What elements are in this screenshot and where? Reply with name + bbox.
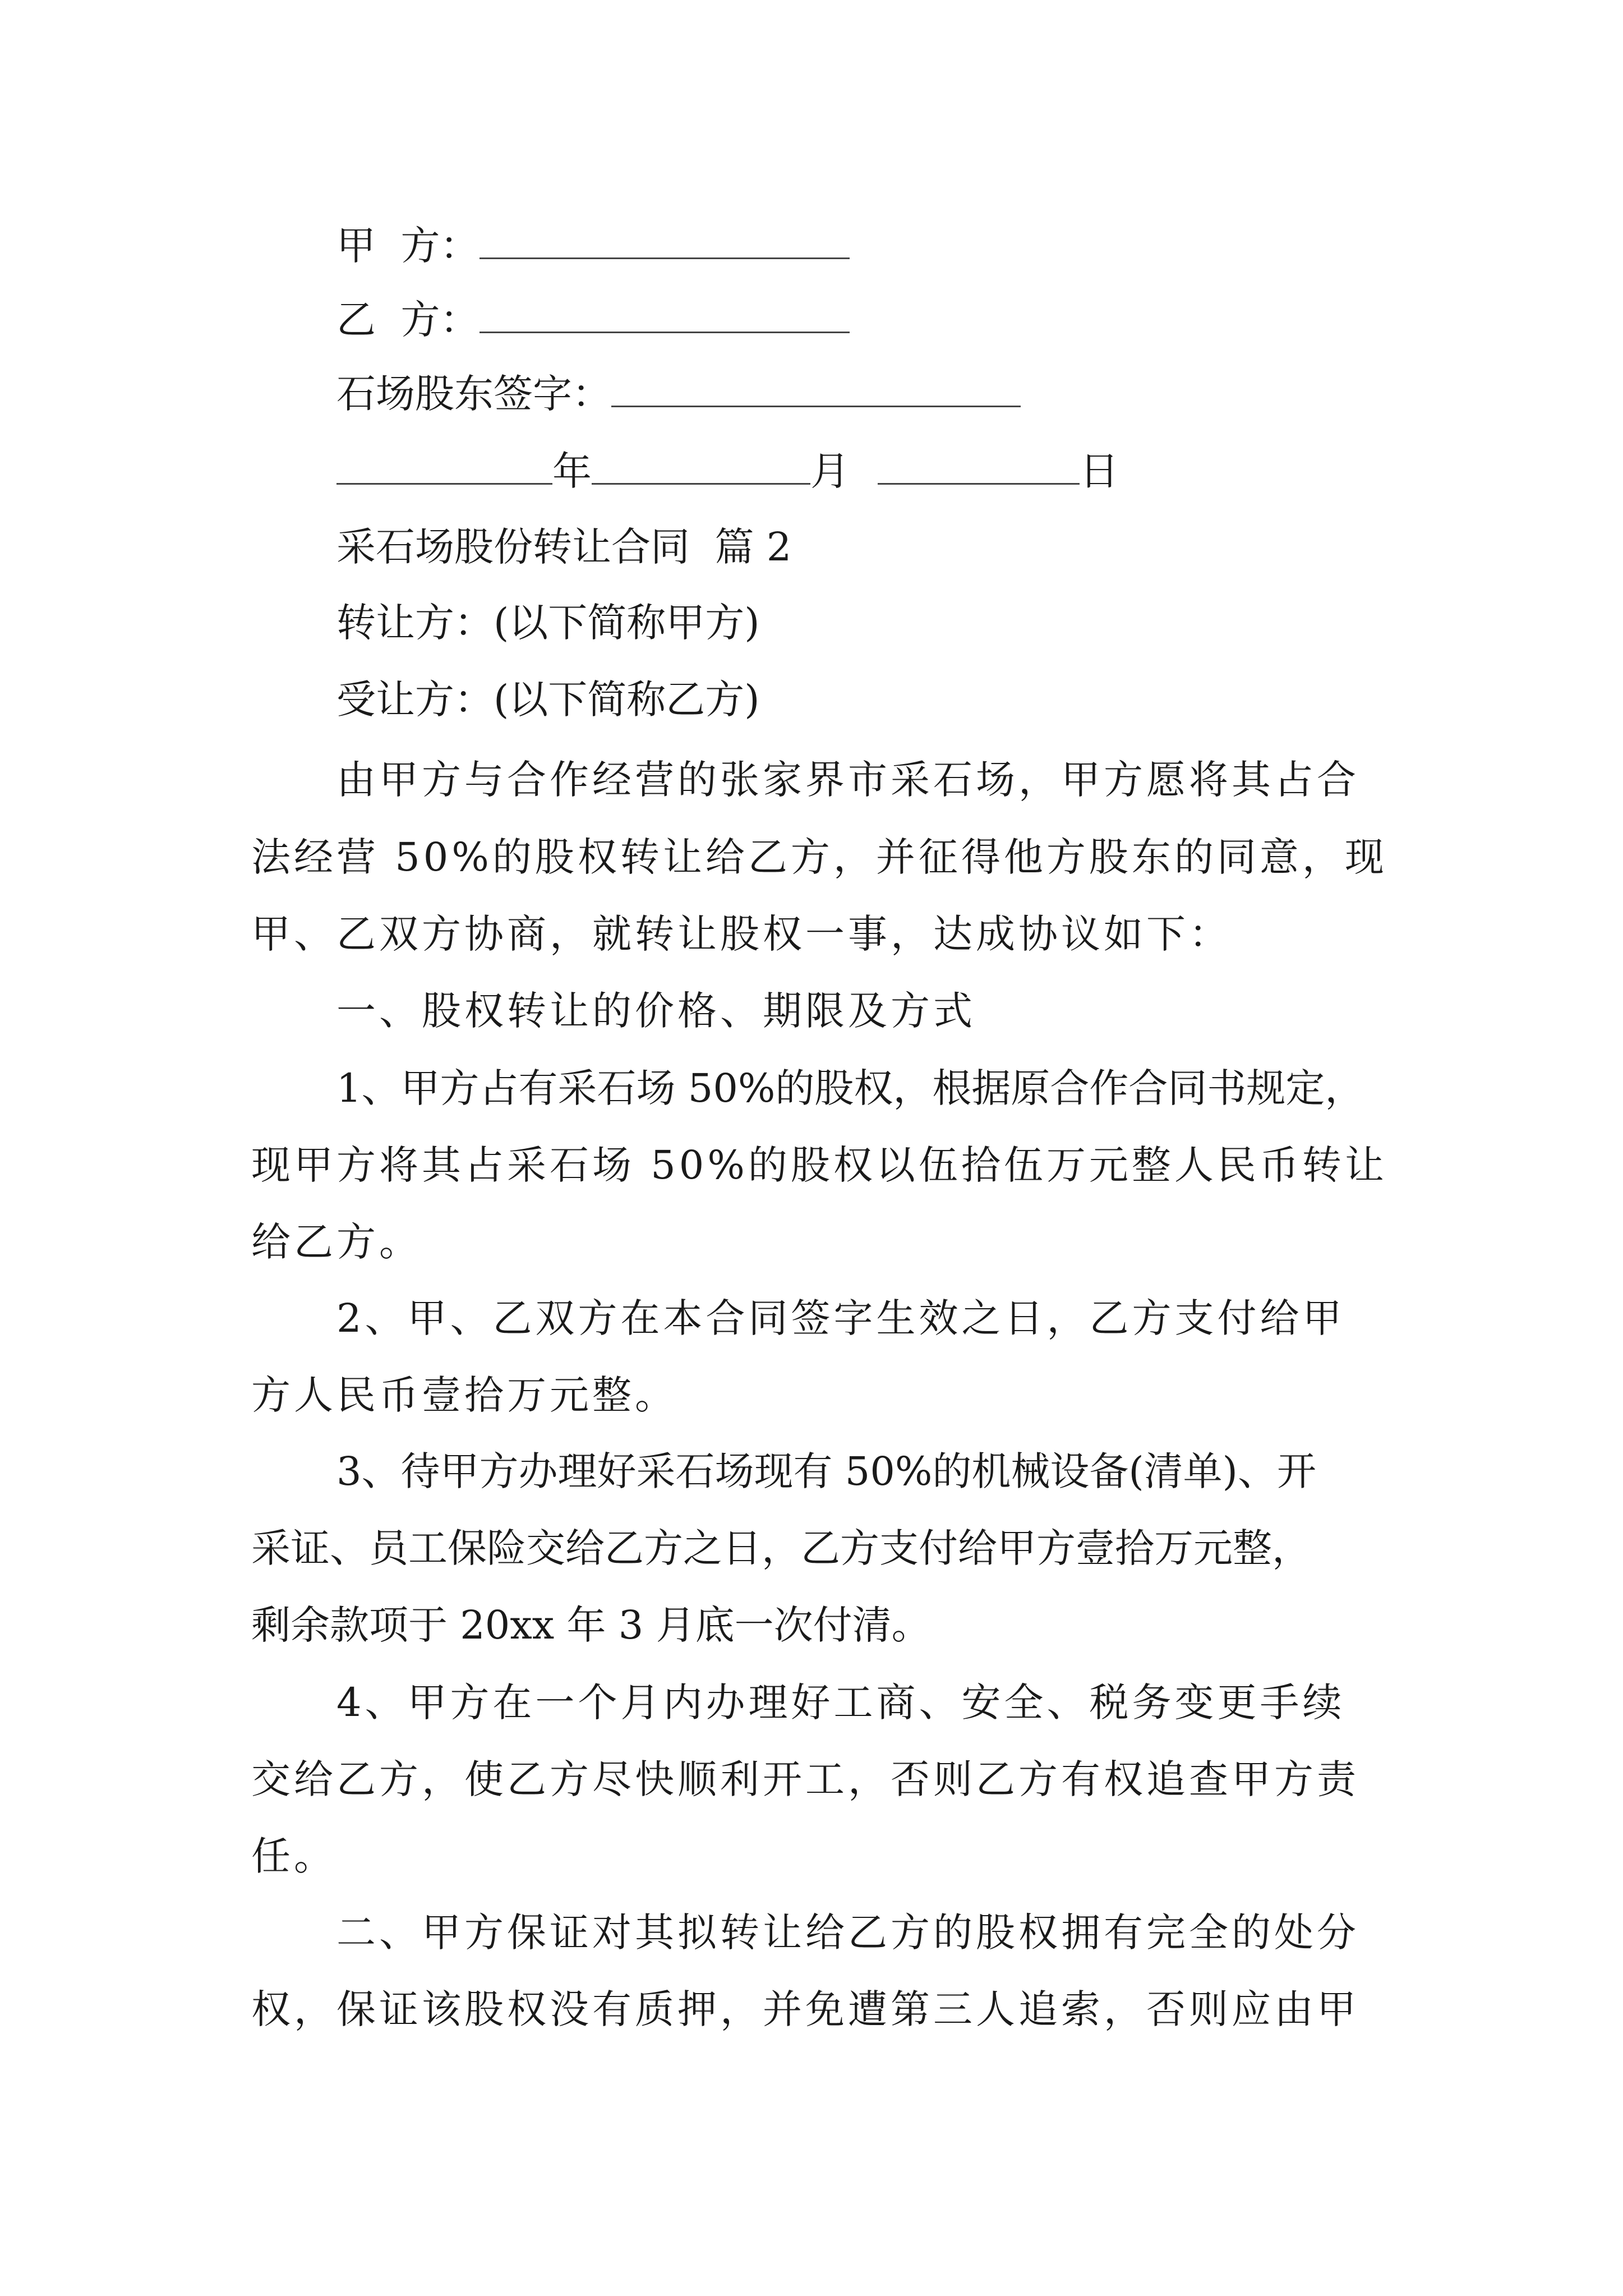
item4-line-1: 4、甲方在一个月内办理好工商、安全、税务变更手续 [336, 1680, 1345, 1726]
item3-line-3: 剩余款项于 20xx 年 3 月底一次付清。 [251, 1602, 931, 1648]
item1-line-3: 给乙方。 [251, 1219, 422, 1265]
item3-line-2: 采证、员工保险交给乙方之日，乙方支付给甲方壹拾万元整， [251, 1525, 1311, 1571]
item3-line-1: 3、待甲方办理好采石场现有 50%的机械设备(清单)、开 [336, 1448, 1316, 1494]
item4-line-3: 任。 [251, 1833, 336, 1879]
intro-line-1: 由甲方与合作经营的张家界市采石场，甲方愿将其占合 [336, 757, 1359, 803]
item2-line-2: 方人民币壹拾万元整。 [251, 1372, 677, 1418]
item1-line-2: 现甲方将其占采石场 50%的股权以伍拾伍万元整人民币转让 [251, 1142, 1387, 1188]
day-blank [878, 446, 1080, 485]
shareholder-signature-line [336, 366, 1021, 422]
intro-line-3: 甲、乙双方协商，就转让股权一事，达成协议如下： [251, 911, 1232, 957]
day-label: 日 [1080, 448, 1119, 494]
clause2-line-1: 二、甲方保证对其拟转让给乙方的股权拥有完全的处分 [336, 1910, 1359, 1955]
intro-line-2: 法经营 50%的股权转让给乙方，并征得他方股东的同意，现 [251, 834, 1387, 880]
year-label: 年 [552, 448, 592, 494]
item2-line-1: 2、甲、乙双方在本合同签字生效之日，乙方支付给甲 [336, 1295, 1345, 1341]
party-a-blank [479, 220, 850, 259]
year-blank [336, 446, 552, 485]
party-b-label: 乙 方： [336, 297, 479, 343]
transferor-line: 转让方：(以下简称甲方) [336, 600, 760, 646]
party-a-label: 甲 方： [336, 223, 479, 269]
month-label: 月 [810, 448, 850, 494]
clause1-heading: 一、股权转让的价格、期限及方式 [336, 988, 976, 1034]
item1-line-1: 1、甲方占有采石场 50%的股权，根据原合作合同书规定， [336, 1065, 1364, 1111]
shareholder-blank [611, 369, 1021, 407]
section-title: 采石场股份转让合同 篇 2 [336, 524, 792, 570]
month-blank [592, 446, 810, 485]
transferee-line: 受让方：(以下简称乙方) [336, 677, 760, 723]
clause2-line-2: 权，保证该股权没有质押，并免遭第三人追索，否则应由甲 [251, 1986, 1359, 2032]
shareholder-label: 石场股东签字： [336, 371, 611, 417]
party-b-signature-line [336, 292, 850, 348]
party-a-signature-line [336, 218, 850, 274]
date-line [336, 443, 1119, 499]
party-b-blank [479, 295, 850, 333]
item4-line-2: 交给乙方，使乙方尽快顺利开工，否则乙方有权追查甲方责 [251, 1756, 1359, 1802]
